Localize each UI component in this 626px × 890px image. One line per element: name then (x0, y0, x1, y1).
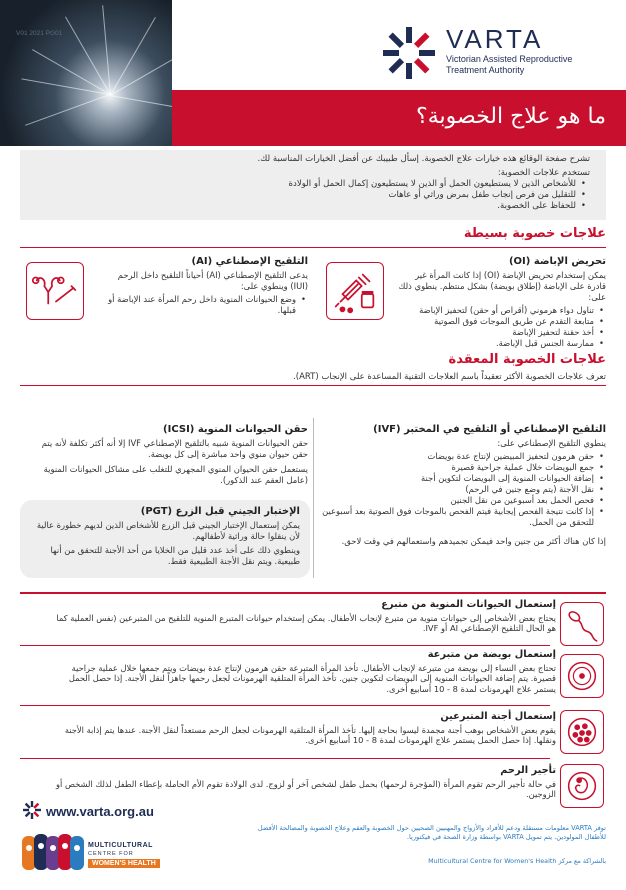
donor-sperm-text: يحتاج بعض الأشخاص إلى حيوانات منوية من متبرع لإنجاب الأطفال. يمكن إستخدام حيوانات المتبرع المنوية للتلقيح من المتبرعين (نفس العملية كما هو الحال التلقيح الإصطناعي AI أو IVF. (56, 612, 556, 633)
donor-embryo-row (56, 712, 556, 746)
mcwh-line1: MULTICULTURAL (88, 842, 153, 849)
pgt-section (30, 506, 300, 567)
pgt-title: الإختبار الجيني قبل الزرع (PGT) (140, 506, 300, 517)
list-item: • للحفاظ على الخصوبة. (36, 201, 576, 212)
list-item: • أخذ حقنة لتحفيز الإباضة (394, 327, 594, 338)
column-divider (313, 418, 314, 578)
donor-embryo-text: يقوم بعض الأشخاص بوهب أجنة مجمدة ليسوا بحاجة إليها. تأخذ المرأة المتلقية الهرمونات لجعل الرحم مستعداً لنقل الأجنة. عندها يتم إذابة الأجنة ونقلها. إذا حصل الحمل يستمر علاج الهرمونات لمدة 8 - 10 أسابيع أخرى. (64, 724, 556, 745)
oi-bullets (394, 305, 606, 349)
page-title: ما هو علاج الخصوبة؟ (416, 104, 606, 129)
faces-logo-icon (22, 832, 84, 874)
mcwh-line3: WOMEN'S HEALTH (88, 859, 160, 868)
pgt-text2: وينطوي ذلك على أخذ عدد قليل من الخلايا من أحد الأجنة للتحقق من أنها طبيعية. ويتم نقل الأجنة الطبيعية فقط. (50, 545, 300, 566)
ai-text: يدعى التلقيح الإصطناعي (AI) أحياناً التلقيح داخل الرحم (IUI) وينطوي على: (117, 270, 308, 291)
varta-logo-icon (381, 25, 437, 81)
list-item: • إذا كانت نتيجة الفحص إيجابية فيتم الفحص بالموجات فوق الصوتية بعد أسبوعين للتحقق من الحمل. (322, 506, 594, 528)
brand-subtitle (446, 54, 616, 76)
list-item: • جمع البويضات خلال عملية جراحية قصيرة (322, 462, 594, 473)
syringe-pills-icon (327, 263, 383, 319)
donor-sperm-title: إستعمال الحيوانات المنوية من متبرع (381, 599, 556, 610)
complex-section-title: علاجات الخصوبة المعقدة (448, 352, 606, 367)
donor-embryo-title: إستعمال أجنة المتبرعين (440, 711, 556, 722)
surrogacy-row (56, 766, 556, 800)
list-item: • حقن هرمون لتحفيز المبيضين لإنتاج عدة بويضات (322, 451, 594, 462)
brand-sub-line2: Treatment Authority (446, 65, 525, 75)
egg-icon-box (560, 654, 604, 698)
simple-section-title: علاجات خصوبة بسيطة (463, 226, 606, 241)
oi-title: تحريض الإباضة (OI) (508, 256, 606, 267)
donor-panel-frame (20, 592, 606, 594)
list-item: • تناول دواء هرموني (أقراص أو حقن) لتحفيز الإباضة (394, 305, 594, 316)
row-divider (20, 705, 550, 706)
donor-egg-title: إستعمال بويضة من متبرعة (427, 649, 556, 660)
embryo-icon-box (560, 710, 604, 754)
icsi-section (24, 424, 308, 488)
icsi-text2: يستعمل حقن الحيوان المنوي المجهري للتغلب على مشاكل الحيوانات المنوية (عامل العقم عند الذكور). (43, 464, 308, 485)
ai-section (98, 256, 308, 316)
complex-subtitle: تعرف علاجات الخصوبة الأكثر تعقيداً باسم العلاجات التقنية المساعدة على الإنجاب (ART). (293, 372, 606, 382)
row-divider (20, 758, 550, 759)
ai-bullets (98, 294, 308, 316)
pgt-box (20, 500, 310, 578)
intro-bullets (36, 179, 590, 212)
pgt-text1: يمكن إستعمال الإختبار الجيني قبل الزرع للأشخاص الذين لديهم خطورة عالية لأن ينقلوا حالة وراثية لأطفالهم. (36, 520, 300, 541)
ivf-text: ينطوي التلقيح الإصطناعي على: (497, 438, 606, 448)
list-item: • نقل الأجنة (يتم وضع جنين في الرحم) (322, 484, 594, 495)
mcwh-logo (22, 832, 192, 874)
sperm-icon-box (560, 602, 604, 646)
list-item: • فحص الحمل بعد أسبوعين من نقل الجنين (322, 495, 594, 506)
donor-sperm-row (56, 600, 556, 634)
dandelion-photo (0, 0, 172, 146)
icsi-title: حقن الحيوانات المنوية (ICSI) (163, 424, 308, 435)
list-item: • متابعة التقدم عن طريق الموجات فوق الصوتية (394, 316, 594, 327)
list-item: • وضع الحيوانات المنوية داخل رحم المرأة عند الإباضة أو قبلها. (98, 294, 296, 316)
mcwh-line2: CENTRE FOR (88, 851, 134, 857)
intro-line1: تشرح صفحة الوقائع هذه خيارات علاج الخصوبة. إسأل طبيبك عن أفضل الخيارات المناسبة لك. (257, 154, 590, 164)
ivf-footer: إذا كان هناك أكثر من جنين واحد فيمكن تجميدهم واستعمالهم في وقت لاحق. (341, 536, 606, 546)
footer-text: توفر VARTA معلومات مستقلة ودعم للأفراد والأزواج والمهنيين الصحيين حول الخصوبة والعقم وعلاج الخصوبة والمصالحة الأفضل للأطفال المولودين. يتم تمويل VARTA بواسطة وزارة الصحة في فيكتوريا. (257, 824, 606, 841)
list-item: • ممارسة الجنس قبل الإباضة. (394, 338, 594, 349)
icsi-text1: حقن الحيوانات المنوية شبيه بالتلقيح الإصطناعي IVF إلا أنه أكثر تكلفة لأنه يتم حقن حيوان منوي واحد مباشرة إلى كل بويضة. (41, 438, 308, 459)
donor-egg-row (56, 650, 556, 694)
surrogacy-text: في حالة تأجير الرحم تقوم المرأة (المؤجرة لرحمها) بحمل طفل لشخص آخر أو لزوج. لدى الولادة تقوم الأم الحاملة بإعطاء الطفل لذلك الشخص أو الزوجين. (56, 778, 556, 799)
surrogacy-icon-box (560, 764, 604, 808)
insemination-icon-box (26, 262, 84, 320)
ai-title: التلقيح الإصطناعي (AI) (191, 256, 308, 267)
version-label: V01 2021 PG01 (16, 30, 63, 37)
intro-line2: تستخدم علاجات الخصوبة: (497, 168, 590, 178)
medication-icon-box (326, 262, 384, 320)
varta-small-logo-icon (22, 800, 42, 820)
fetus-icon (561, 765, 603, 807)
intro-box (20, 150, 606, 220)
row-divider (20, 645, 550, 646)
ivf-bullets (322, 451, 606, 528)
section-divider (20, 247, 606, 248)
website-link[interactable]: www.varta.org.au (46, 804, 154, 819)
donor-egg-text: تحتاج بعض النساء إلى بويضة من متبرعة لإنجاب الأطفال. تأخذ المرأة المتبرعة حقن هرمون لإنتاج عدة بويضات ويتم جمعها خلال عملية جراحية قصيرة. يتم إضافة الحيوانات المنوية إلى البويضات لتكوين جنين. تأخذ المرأة المتلقية الهرمونات لجعل رحمها جاهزاً لنقل الأجنة. إذا حصل الحمل يستمر علاج الهرمونات لمدة 8 - 10 أسابيع أخرى. (68, 662, 556, 694)
brand-sub-line1: Victorian Assisted Reproductive (446, 54, 573, 64)
surrogacy-title: تأجير الرحم (500, 765, 556, 776)
oi-text: يمكن إستخدام تحريض الإباضة (OI) إذا كانت المرأة غير قادرة على الإباضة (إطلاق بويضة) بشكل منتظم. ينطوي ذلك على: (398, 270, 606, 302)
uterus-syringe-icon (27, 263, 83, 319)
list-item: • للتقليل من فرص إنجاب طفل بمرض وراثي أو عاهات (36, 190, 576, 201)
egg-cell-icon (561, 655, 603, 697)
brand-name: VARTA (446, 24, 544, 54)
oi-section (394, 256, 606, 349)
ivf-title: التلقيح الإصطناعي أو التلقيح في المختبر (IVF) (373, 424, 606, 435)
list-item: • إضافة الحيوانات المنوية إلى البويضات لتكوين أجنة (322, 473, 594, 484)
list-item: • للأشخاص الذين لا يستطيعون الحمل أو الذين لا يستطيعون إكمال الحمل أو الولادة (36, 179, 576, 190)
ivf-section (322, 424, 606, 549)
sperm-icon (561, 603, 603, 645)
footer-credit: بالشراكة مع مركز Multicultural Centre for Women's Health (428, 857, 606, 865)
title-bar (172, 90, 626, 146)
section-divider (20, 385, 606, 386)
embryo-cells-icon (561, 711, 603, 753)
